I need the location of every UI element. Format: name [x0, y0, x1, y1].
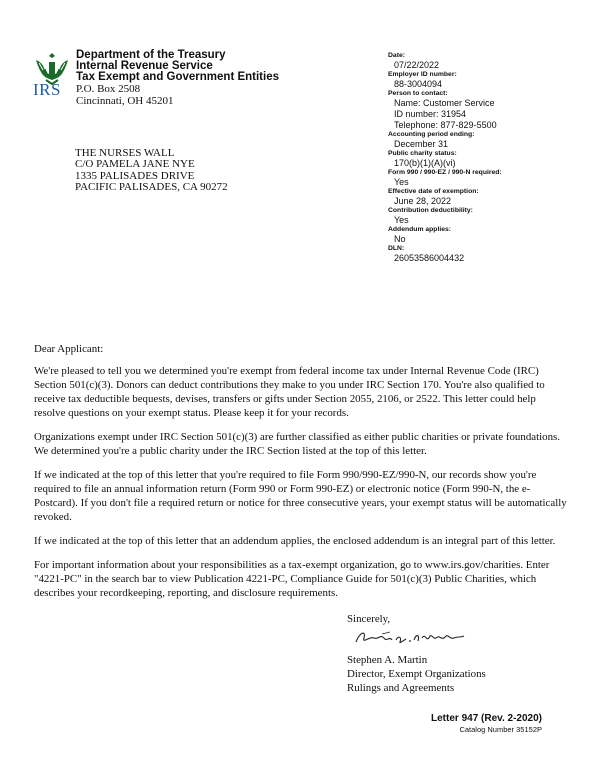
- dln-label: DLN:: [388, 245, 405, 252]
- period-label: Accounting period ending:: [388, 131, 475, 138]
- addendum-label: Addendum applies:: [388, 226, 452, 233]
- division-name: Tax Exempt and Government Entities: [76, 71, 280, 83]
- handwritten-signature: [352, 626, 472, 650]
- ein-label: Employer ID number:: [388, 71, 457, 78]
- paragraph-classification: Organizations exempt under IRC Section 501(c)(3) are further classified as either public charities or private foundations. We determined you're a public charity under the IRC Section listed at the top of this letter.: [34, 431, 561, 457]
- ein-value: 88-3004094: [394, 79, 443, 89]
- paragraph-filing: If we indicated at the top of this letter that you're required to file Form 990/990-EZ/990-N, our records show you're required to file an annual information return (Form 990 or Form 990-EZ) or electronic notice (Form 990-N, the e-Postcard). If you don't file a required return or notice for three consecutive years, your exempt status will be automatically revoked.: [34, 469, 567, 523]
- dln-value: 26053586004432: [394, 253, 465, 263]
- paragraph-exemption: We're pleased to tell you we determined you're exempt from federal income tax under Internal Revenue Code (IRC) Section 501(c)(3). Donors can deduct contributions they make to you under IRC Section 170. You're also qualified to receive tax deductible bequests, devises, transfers or gifts under Section 2055, 2106, or 2522. This letter could help resolve questions on your exempt status. Please keep it for your records.: [34, 365, 545, 419]
- agency-name: Internal Revenue Service: [76, 60, 213, 72]
- recipient-street: 1335 PALISADES DRIVE: [75, 169, 195, 182]
- irs-logo: [33, 50, 71, 100]
- date-value: 07/22/2022: [394, 60, 440, 70]
- recipient-name: THE NURSES WALL: [75, 147, 175, 159]
- letter-number: Letter 947 (Rev. 2-2020): [431, 713, 542, 724]
- paragraph-resources: For important information about your responsibilities as a tax-exempt organization, go to www.irs.gov/charities. Enter "4221-PC" in the search bar to view Publication 4221-PC, Compliance Guide for 501(c)(3) Public Charities, which describes your recordkeeping, reporting, and disclosure requirements.: [34, 559, 550, 599]
- letter-body: [34, 342, 570, 610]
- effective-date-value: June 28, 2022: [394, 196, 452, 206]
- department-name: Department of the Treasury: [76, 49, 226, 61]
- effective-date-label: Effective date of exemption:: [388, 188, 479, 195]
- signer-unit: Rulings and Agreements: [347, 682, 455, 694]
- signer-block: [347, 653, 486, 695]
- salutation: Dear Applicant:: [34, 343, 104, 355]
- catalog-number: Catalog Number 35152P: [459, 725, 542, 734]
- deductibility-label: Contribution deductibility:: [388, 207, 473, 214]
- contact-id: ID number: 31954: [394, 109, 467, 119]
- recipient-address: [75, 148, 228, 193]
- letter-footer: [431, 713, 542, 735]
- recipient-city: PACIFIC PALISADES, CA 90272: [75, 180, 228, 193]
- addendum-value: No: [394, 234, 406, 244]
- irs-logo-text: IRS: [33, 80, 61, 99]
- paragraph-addendum: If we indicated at the top of this letter that an addendum applies, the enclosed addendum is an integral part of this letter.: [34, 535, 556, 547]
- contact-label: Person to contact:: [388, 90, 448, 97]
- signer-name: Stephen A. Martin: [347, 654, 428, 666]
- charity-status-label: Public charity status:: [388, 150, 457, 157]
- contact-phone: Telephone: 877-829-5500: [394, 120, 497, 130]
- irs-city: Cincinnati, OH 45201: [76, 95, 174, 107]
- recipient-care-of: C/O PAMELA JANE NYE: [75, 158, 195, 171]
- charity-status-value: 170(b)(1)(A)(vi): [394, 158, 456, 168]
- deductibility-value: Yes: [394, 215, 409, 225]
- contact-name: Name: Customer Service: [394, 98, 495, 108]
- form-required-label: Form 990 / 990-EZ / 990-N required:: [388, 169, 502, 176]
- letter-info-panel: [388, 52, 588, 264]
- period-value: December 31: [394, 139, 449, 149]
- date-label: Date:: [388, 52, 405, 59]
- form-required-value: Yes: [394, 177, 409, 187]
- signer-title: Director, Exempt Organizations: [347, 668, 486, 680]
- po-box: P.O. Box 2508: [76, 83, 141, 95]
- signature-image: [352, 626, 472, 650]
- closing-sincerely: Sincerely,: [347, 613, 391, 625]
